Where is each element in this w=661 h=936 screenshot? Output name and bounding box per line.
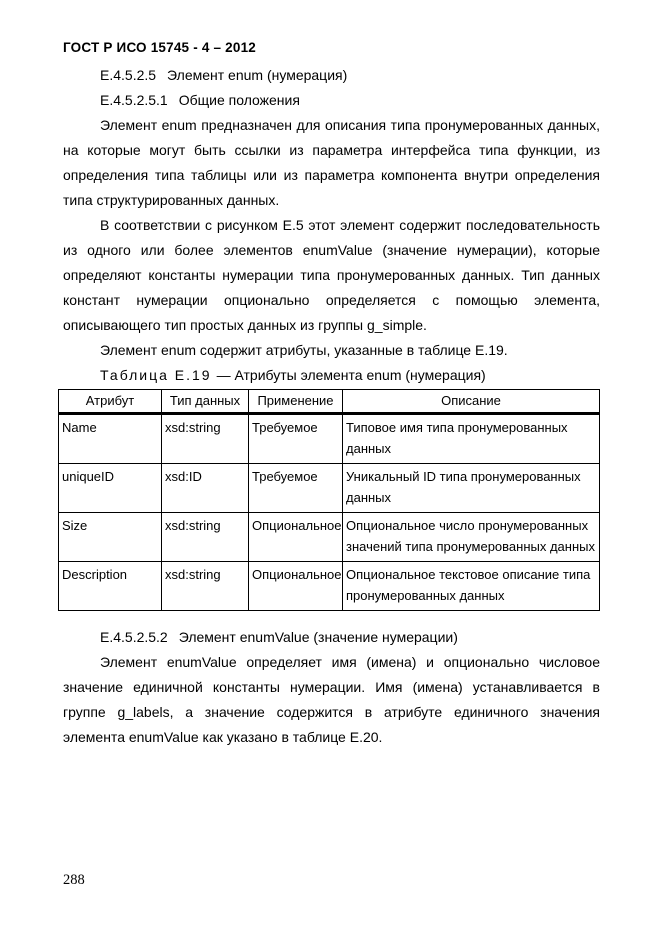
table-cell: Типовое имя типа пронумерованных данных bbox=[343, 414, 600, 464]
table-cell: xsd:string bbox=[162, 414, 249, 464]
paragraph-enum-purpose: Элемент enum предназначен для описания типа пронумерованных данных, на которые могут быть ссылки из параметра интерфейса типа функции, из определения типа таблицы или из параметра компонента внутри определения типа структурированных данных. bbox=[63, 117, 600, 208]
paragraph-enumvalue-purpose: Элемент enumValue определяет имя (имена) и опционально числовое значение единичной константы нумерации. Имя (имена) устанавливается в группе g_labels, а значение содержится в атрибуте единичного значения элемента enumValue как указано в таблице Е.20. bbox=[63, 654, 600, 745]
heading-enumvalue-number: Е.4.5.2.5.2 bbox=[100, 629, 168, 645]
table-cell: xsd:ID bbox=[162, 464, 249, 513]
table-cell: uniqueID bbox=[59, 464, 162, 513]
heading-enumvalue bbox=[63, 625, 600, 650]
paragraph-enum-sequence: В соответствии с рисунком Е.5 этот элемент содержит последовательность из одного или более элементов enumValue (значение нумерации), которые определяют константы нумерации типа пронумерованных данных. Тип данных констант нумерации опционально определяется с помощью элемента, описывающего тип простых данных из группы g_simple. bbox=[63, 217, 600, 333]
enum-attributes-table bbox=[58, 389, 600, 611]
table-caption-text: — Атрибуты элемента enum (нумерация) bbox=[216, 367, 486, 383]
table-cell: Name bbox=[59, 414, 162, 464]
table-cell: Требуемое bbox=[249, 414, 343, 464]
table-caption bbox=[63, 363, 600, 388]
table-header-datatype: Тип данных bbox=[162, 390, 249, 414]
table-row-size bbox=[59, 513, 600, 562]
table-header-row bbox=[59, 390, 600, 414]
table-row-uniqueid bbox=[59, 464, 600, 513]
heading-enum-title: Элемент enum (нумерация) bbox=[167, 67, 348, 83]
table-caption-label: Таблица Е.19 bbox=[100, 367, 212, 383]
table-cell: xsd:string bbox=[162, 562, 249, 611]
table-cell: Уникальный ID типа пронумерованных данных bbox=[343, 464, 600, 513]
heading-general-title: Общие положения bbox=[178, 92, 300, 108]
table-cell: Опциональное bbox=[249, 562, 343, 611]
table-header-usage: Применение bbox=[249, 390, 343, 414]
paragraph-table-reference: Элемент enum содержит атрибуты, указанные в таблице Е.19. bbox=[100, 342, 508, 358]
table-cell: Size bbox=[59, 513, 162, 562]
page-number: 288 bbox=[63, 872, 85, 888]
heading-enum-number: Е.4.5.2.5 bbox=[100, 67, 157, 83]
table-cell: xsd:string bbox=[162, 513, 249, 562]
heading-general-provisions bbox=[63, 88, 600, 113]
table-cell: Требуемое bbox=[249, 464, 343, 513]
table-cell: Опциональное число пронумерованных значений типа пронумерованных данных bbox=[343, 513, 600, 562]
table-cell: Опциональное bbox=[249, 513, 343, 562]
table-header-description: Описание bbox=[343, 390, 600, 414]
heading-enumvalue-title: Элемент enumValue (значение нумерации) bbox=[178, 629, 458, 645]
heading-enum bbox=[63, 63, 600, 88]
heading-general-number: Е.4.5.2.5.1 bbox=[100, 92, 168, 108]
table-cell: Description bbox=[59, 562, 162, 611]
standard-designation: ГОСТ Р ИСО 15745 - 4 – 2012 bbox=[63, 40, 256, 55]
table-cell: Опциональное текстовое описание типа пронумерованных данных bbox=[343, 562, 600, 611]
table-header-attribute: Атрибут bbox=[59, 390, 162, 414]
table-row-description bbox=[59, 562, 600, 611]
table-row-name bbox=[59, 414, 600, 464]
